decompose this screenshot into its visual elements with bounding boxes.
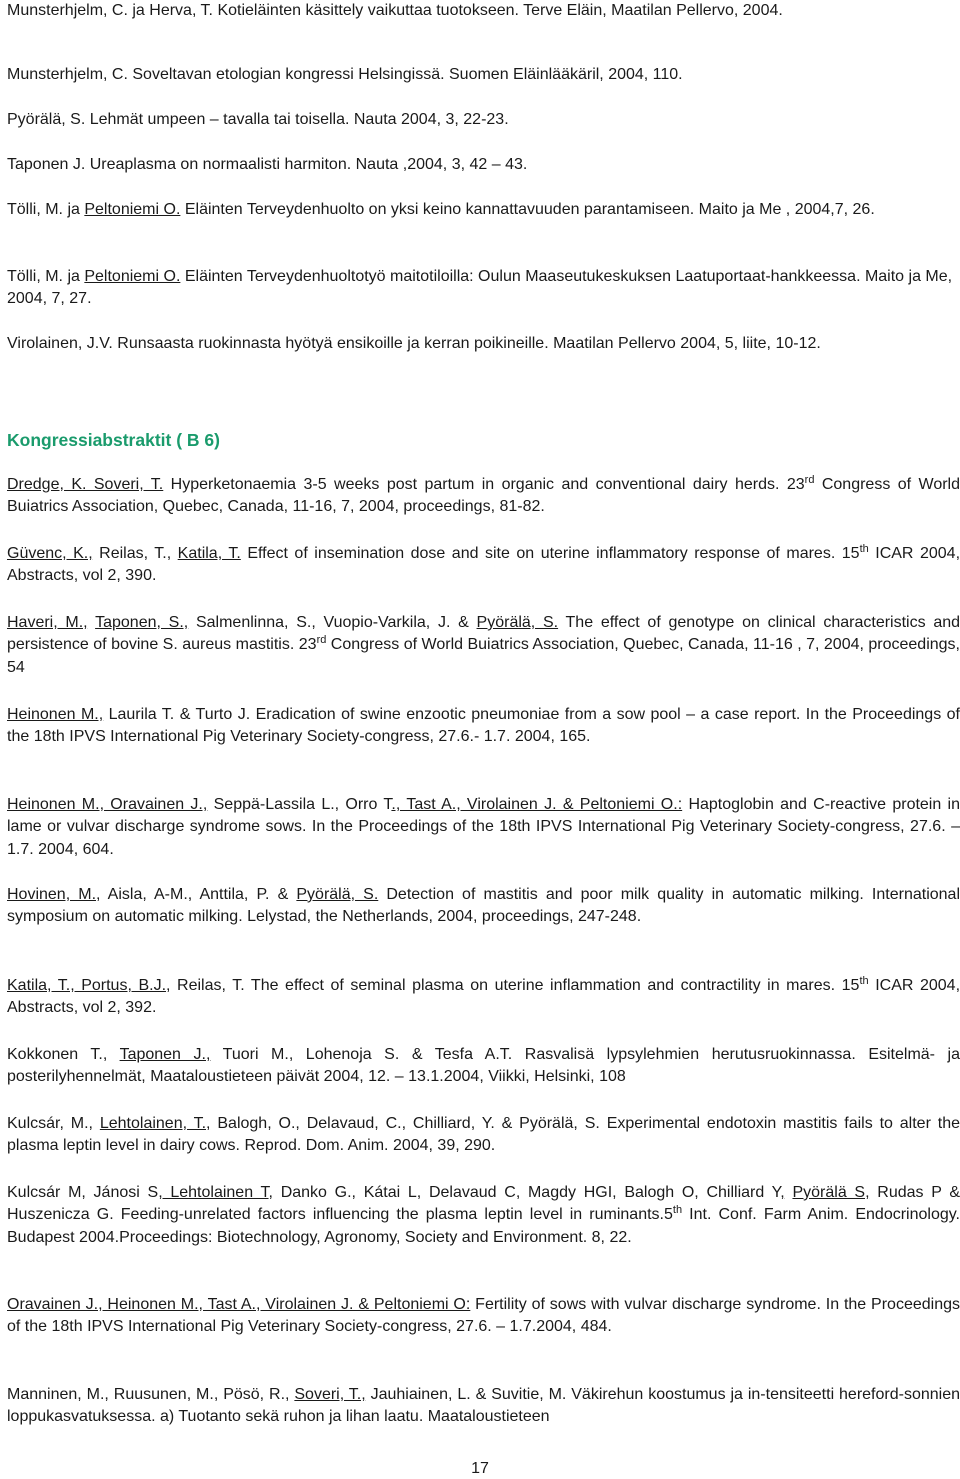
- underlined-author: Pyörälä, S.: [296, 886, 379, 903]
- reference-text: Seppä-Lassila L., Orro T: [207, 796, 392, 813]
- underlined-author: ., Tast A., Virolainen J. & Peltoniemi O.:: [391, 796, 683, 813]
- underlined-author: Heinonen M.,: [7, 706, 104, 723]
- reference-text: , Reilas, T. The effect of seminal plasma on uterine inflammation and contractility in mares. 15: [166, 977, 860, 994]
- superscript-text: th: [859, 975, 869, 987]
- reference-entry: [7, 975, 960, 1020]
- reference-entry: [7, 1294, 960, 1339]
- reference-text: , Danko G., Kátai L, Delavaud C, Magdy HGI, Balogh O, Chilliard Y: [268, 1184, 781, 1201]
- reference-text: Haptoglobin and C-reactive protein in lame or vulvar discharge syndrome sows. In the Proceedings of the 18th IPVS International Pig Veterinary Society-congress, 27.6. – 1.7. 2004, 604.: [7, 796, 960, 858]
- reference-entry: [7, 704, 960, 749]
- underlined-author: Güvenc, K.,: [7, 545, 93, 562]
- underlined-author: Heinonen M., Oravainen J.,: [7, 796, 208, 813]
- reference-text: Pyörälä, S. Lehmät umpeen – tavalla tai toisella. Nauta 2004, 3, 22-23.: [7, 111, 509, 128]
- reference-text: Balogh, O., Delavaud, C., Chilliard, Y. & Pyörälä, S. Experimental endotoxin mastitis fails to alter the plasma leptin level in dairy cows. Reprod. Dom. Anim. 2004, 39, 290.: [7, 1115, 960, 1155]
- superscript-text: rd: [804, 474, 815, 486]
- reference-entry: [7, 474, 960, 519]
- reference-entry: [7, 1182, 960, 1249]
- underlined-author: Peltoniemi O.: [84, 201, 181, 218]
- reference-text: Kulcsár, M.,: [7, 1115, 100, 1132]
- underlined-author: Lehtolainen, T.,: [99, 1115, 211, 1132]
- reference-text: [88, 614, 95, 631]
- underlined-author: Dredge, K. Soveri, T.: [7, 476, 164, 493]
- reference-text: Hyperketonaemia 3-5 weeks post partum in organic and conventional dairy herds. 23: [163, 476, 805, 493]
- superscript-text: th: [859, 543, 869, 555]
- page-number: 17: [471, 1460, 489, 1477]
- reference-text: Reilas, T.,: [92, 545, 178, 562]
- reference-entry: [7, 794, 960, 861]
- reference-text: Tölli, M. ja: [7, 268, 85, 285]
- reference-entry: [7, 333, 960, 355]
- reference-text: Laurila T. & Turto J. Eradication of swine enzootic pneumoniae from a sow pool – a case report. In the Proceedings of the 18th IPVS International Pig Veterinary Society-congress, 27.6.- 1.7. 2004, 165.: [7, 706, 960, 746]
- reference-text: Eläinten Terveydenhuoltotyö maitotiloilla: Oulun Maaseutukeskuksen Laatuportaat-hankkeessa. Maito ja Me, 2004, 7, 27.: [7, 268, 953, 308]
- superscript-text: th: [672, 1204, 683, 1217]
- reference-text: ICAR 2004, Abstracts, vol 2, 390.: [7, 545, 960, 585]
- reference-entry: [7, 612, 960, 679]
- reference-text: Effect of insemination dose and site on uterine inflammatory response of mares. 15: [240, 545, 860, 562]
- reference-text: Tuori M., Lohenoja S. & Tesfa A.T. Rasvalisä lypsylehmien herutusruokinnassa. Esitelmä- ja posterilyhennelmät, Maataloustieteen päivät 2004, 12. – 13.1.2004, Viikki, Helsinki, 108: [7, 1046, 960, 1086]
- reference-entry: [7, 154, 960, 176]
- reference-entry: [7, 1384, 960, 1429]
- reference-text: Congress of World Buiatrics Association, Quebec, Canada, 11-16 , 7, 2004, proceedings, 54: [7, 636, 960, 676]
- reference-text: ICAR 2004, Abstracts, vol 2, 392.: [7, 977, 960, 1017]
- reference-text: The effect of genotype on clinical characteristics and persistence of bovine S. aureus mastitis. 23: [7, 614, 960, 654]
- underlined-author: Pyörälä, S.: [476, 614, 559, 631]
- reference-text: Tölli, M. ja: [7, 201, 85, 218]
- reference-text: Fertility of sows with vulvar discharge syndrome. In the Proceedings of the 18th IPVS International Pig Veterinary Society-congress, 27.6. – 1.7.2004, 484.: [7, 1296, 960, 1336]
- superscript-text: rd: [316, 634, 327, 647]
- underlined-author: ,: [780, 1184, 785, 1201]
- underlined-author: Peltoniemi O.: [84, 268, 181, 285]
- section-heading: Kongressiabstraktit ( B 6): [7, 430, 220, 450]
- reference-text: Salmenlinna, S., Vuopio-Varkila, J. &: [188, 614, 477, 631]
- reference-text: Virolainen, J.V. Runsaasta ruokinnasta hyötyä ensikoille ja kerran poikineille. Maatilan Pellervo 2004, 5, liite, 10-12.: [7, 335, 821, 352]
- underlined-author: Taponen, S.,: [95, 614, 189, 631]
- underlined-author: Haveri, M.,: [7, 614, 88, 631]
- reference-entry: [7, 0, 960, 22]
- reference-text: Aisla, A-M., Anttila, P. &: [100, 886, 297, 903]
- reference-text: Taponen J. Ureaplasma on normaalisti harmiton. Nauta ,2004, 3, 42 – 43.: [7, 156, 528, 173]
- reference-entry: [7, 884, 960, 929]
- reference-text: Munsterhjelm, C. Soveltavan etologian kongressi Helsingissä. Suomen Eläinlääkäril, 2004, 110.: [7, 66, 683, 83]
- reference-text: Jauhiainen, L. & Suvitie, M. Väkirehun koostumus ja in-tensiteetti hereford-sonnien loppukasvatuksessa. a) Tuotanto sekä ruhon ja lihan laatu. Maataloustieteen: [7, 1386, 960, 1426]
- underlined-author: Taponen J.,: [119, 1046, 211, 1063]
- reference-entry: [7, 109, 960, 131]
- reference-text: Int. Conf. Farm Anim. Endocrinology. Budapest 2004.Proceedings: Biotechnology, Agronomy, Society and Environment. 8, 22.: [7, 1206, 960, 1246]
- reference-text: Kokkonen T.,: [7, 1046, 120, 1063]
- underlined-author: , Lehtolainen T: [158, 1184, 269, 1201]
- reference-entry: [7, 543, 960, 588]
- reference-entry: [7, 64, 960, 86]
- reference-text: Congress of World Buiatrics Association, Quebec, Canada, 11-16, 7, 2004, proceedings, 81-82.: [7, 476, 960, 516]
- underlined-author: Soveri, T.,: [294, 1386, 366, 1403]
- reference-entry: [7, 266, 960, 311]
- underlined-author: Hovinen, M.,: [7, 886, 101, 903]
- reference-text: Eläinten Terveydenhuolto on yksi keino kannattavuuden parantamiseen. Maito ja Me , 2004,7, 26.: [180, 201, 875, 218]
- underlined-author: Pyörälä S,: [792, 1184, 870, 1201]
- underlined-author: Katila, T., Portus, B.J.: [7, 977, 167, 994]
- reference-text: Detection of mastitis and poor milk quality in automatic milking. International symposium on automatic milking. Lelystad, the Netherlands, 2004, proceedings, 247-248.: [7, 886, 960, 926]
- reference-entry: [7, 1044, 960, 1089]
- reference-text: Manninen, M., Ruusunen, M., Pösö, R.,: [7, 1386, 295, 1403]
- reference-text: Munsterhjelm, C. ja Herva, T. Kotieläinten käsittely vaikuttaa tuotokseen. Terve Eläin, Maatilan Pellervo, 2004.: [7, 2, 783, 19]
- underlined-author: Katila, T.: [177, 545, 241, 562]
- reference-entry: [7, 199, 960, 221]
- underlined-author: Oravainen J., Heinonen M., Tast A., Virolainen J. & Peltoniemi O:: [7, 1296, 471, 1313]
- reference-text: Kulcsár M, Jánosi S: [7, 1184, 159, 1201]
- reference-text: Rudas P & Huszenicza G. Feeding-unrelated factors influencing the plasma leptin level in ruminants.5: [7, 1184, 960, 1224]
- reference-entry: [7, 1113, 960, 1158]
